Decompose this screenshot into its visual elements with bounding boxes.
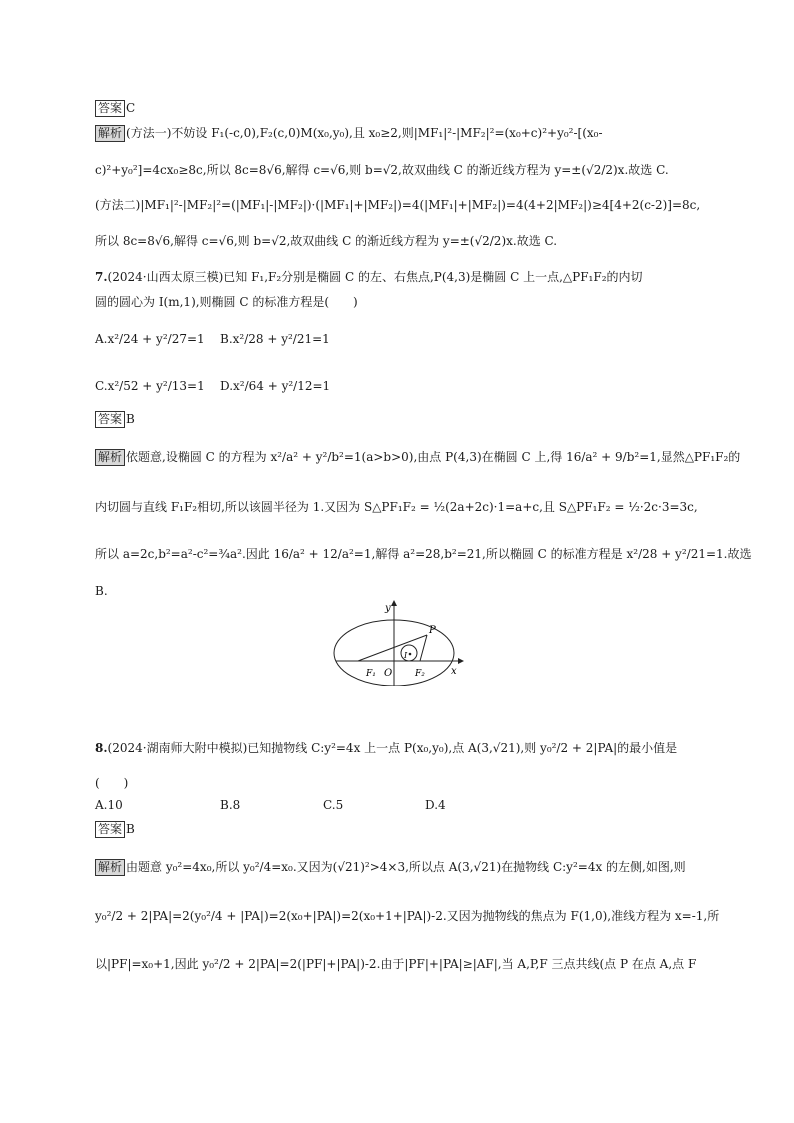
analysis-text: 依题意,设椭圆 C 的方程为 x²/a² + y²/b²=1(a>b>0),由点 P(4,3)在椭圆 C 上,得 16/a² + 9/b²=1,显然△PF₁F₂的	[126, 450, 741, 464]
label-f1: F₁	[366, 669, 376, 679]
q7-analysis-line-3: 所以 a=2c,b²=a²-c²=¾a².因此 16/a² + 12/a²=1,解得 a²=28,b²=21,所以椭圆 C 的标准方程是 x²/28 + y²/21=1.故选	[95, 547, 752, 561]
analysis-text: (方法一)不妨设 F₁(-c,0),F₂(c,0)M(x₀,y₀),且 x₀≥2,则|MF₁|²-|MF₂|²=(x₀+c)²+y₀²-[(x₀-	[126, 126, 603, 140]
q7-stem-line-1	[95, 268, 643, 286]
analysis-tag: 解析	[95, 125, 125, 142]
y-axis-arrow	[391, 600, 397, 606]
q8-analysis-line-2: y₀²/2 + 2|PA|=2(y₀²/4 + |PA|)=2(x₀+|PA|)=2(x₀+1+|PA|)-2.又因为抛物线的焦点为 F(1,0),准线方程为 x=-1,所	[95, 909, 720, 923]
segment-f1-p	[358, 635, 427, 661]
q7-analysis-line-1	[95, 448, 740, 466]
q7-analysis-line-2: 内切圆与直线 F₁F₂相切,所以该圆半径为 1.又因为 S△PF₁F₂ = ½(2a+2c)·1=a+c,且 S△PF₁F₂ = ½·2c·3=3c,	[95, 500, 698, 514]
q7-option-a[interactable]: A.x²/24 + y²/27=1	[95, 332, 205, 346]
answer-tag: 答案	[95, 100, 125, 117]
q6-analysis-line-3: (方法二)|MF₁|²-|MF₂|²=(|MF₁|-|MF₂|)·(|MF₁|+|MF₂|)=4(|MF₁|+|MF₂|)=4(4+2|MF₂|)≥4[4+2(c-2)]=8c,	[95, 198, 701, 212]
answer-tag: 答案	[95, 821, 125, 838]
q8-stem-line-2: ( )	[95, 776, 129, 790]
answer-value: C	[126, 101, 136, 115]
analysis-text: 由题意 y₀²=4x₀,所以 y₀²/4=x₀.又因为(√21)²>4×3,所以点 A(3,√21)在抛物线 C:y²=4x 的左侧,如图,则	[126, 860, 686, 874]
q7-answer-line	[95, 410, 135, 428]
label-i: I	[404, 651, 408, 660]
ellipse-figure	[330, 598, 470, 686]
q6-answer-line	[95, 99, 135, 117]
answer-value: B	[126, 822, 135, 836]
q8-answer-line	[95, 820, 135, 838]
answer-value: B	[126, 412, 135, 426]
q8-analysis-line-1	[95, 858, 686, 876]
x-axis-arrow	[458, 658, 464, 664]
q7-analysis-line-4: B.	[95, 584, 108, 598]
analysis-tag: 解析	[95, 859, 125, 876]
q8-stem-line-1	[95, 739, 677, 757]
question-stem: (2024·山西太原三模)已知 F₁,F₂分别是椭圆 C 的左、右焦点,P(4,3)是椭圆 C 上一点,△PF₁F₂的内切	[107, 270, 643, 284]
label-f2: F₂	[415, 669, 425, 679]
segment-f2-p	[420, 635, 427, 661]
analysis-tag: 解析	[95, 449, 125, 466]
q8-option-c[interactable]: C.5	[323, 798, 344, 812]
question-number: 7.	[95, 270, 108, 284]
label-x: x	[451, 666, 457, 677]
q6-analysis-line-4: 所以 8c=8√6,解得 c=√6,则 b=√2,故双曲线 C 的渐近线方程为 y=±(√2/2)x.故选 C.	[95, 234, 558, 248]
q8-option-b[interactable]: B.8	[220, 798, 241, 812]
q7-option-c[interactable]: C.x²/52 + y²/13=1	[95, 379, 205, 393]
label-p: P	[429, 625, 436, 636]
question-stem: (2024·湖南师大附中模拟)已知抛物线 C:y²=4x 上一点 P(x₀,y₀),点 A(3,√21),则 y₀²/2 + 2|PA|的最小值是	[107, 741, 678, 755]
q8-option-d[interactable]: D.4	[425, 798, 446, 812]
incenter-point	[409, 653, 412, 656]
question-number: 8.	[95, 741, 108, 755]
label-o: O	[384, 668, 393, 679]
q7-stem-line-2: 圆的圆心为 I(m,1),则椭圆 C 的标准方程是( )	[95, 295, 358, 309]
q7-option-d[interactable]: D.x²/64 + y²/12=1	[220, 379, 331, 393]
q6-analysis-line-1	[95, 124, 603, 142]
q8-analysis-line-3: 以|PF|=x₀+1,因此 y₀²/2 + 2|PA|=2(|PF|+|PA|)-2.由于|PF|+|PA|≥|AF|,当 A,P,F 三点共线(点 P 在点 A,点 F	[95, 957, 697, 971]
answer-tag: 答案	[95, 411, 125, 428]
q8-option-a[interactable]: A.10	[95, 798, 123, 812]
label-y: y	[385, 603, 391, 614]
q6-analysis-line-2: c)²+y₀²]=4cx₀≥8c,所以 8c=8√6,解得 c=√6,则 b=√2,故双曲线 C 的渐近线方程为 y=±(√2/2)x.故选 C.	[95, 163, 669, 177]
q7-option-b[interactable]: B.x²/28 + y²/21=1	[220, 332, 330, 346]
